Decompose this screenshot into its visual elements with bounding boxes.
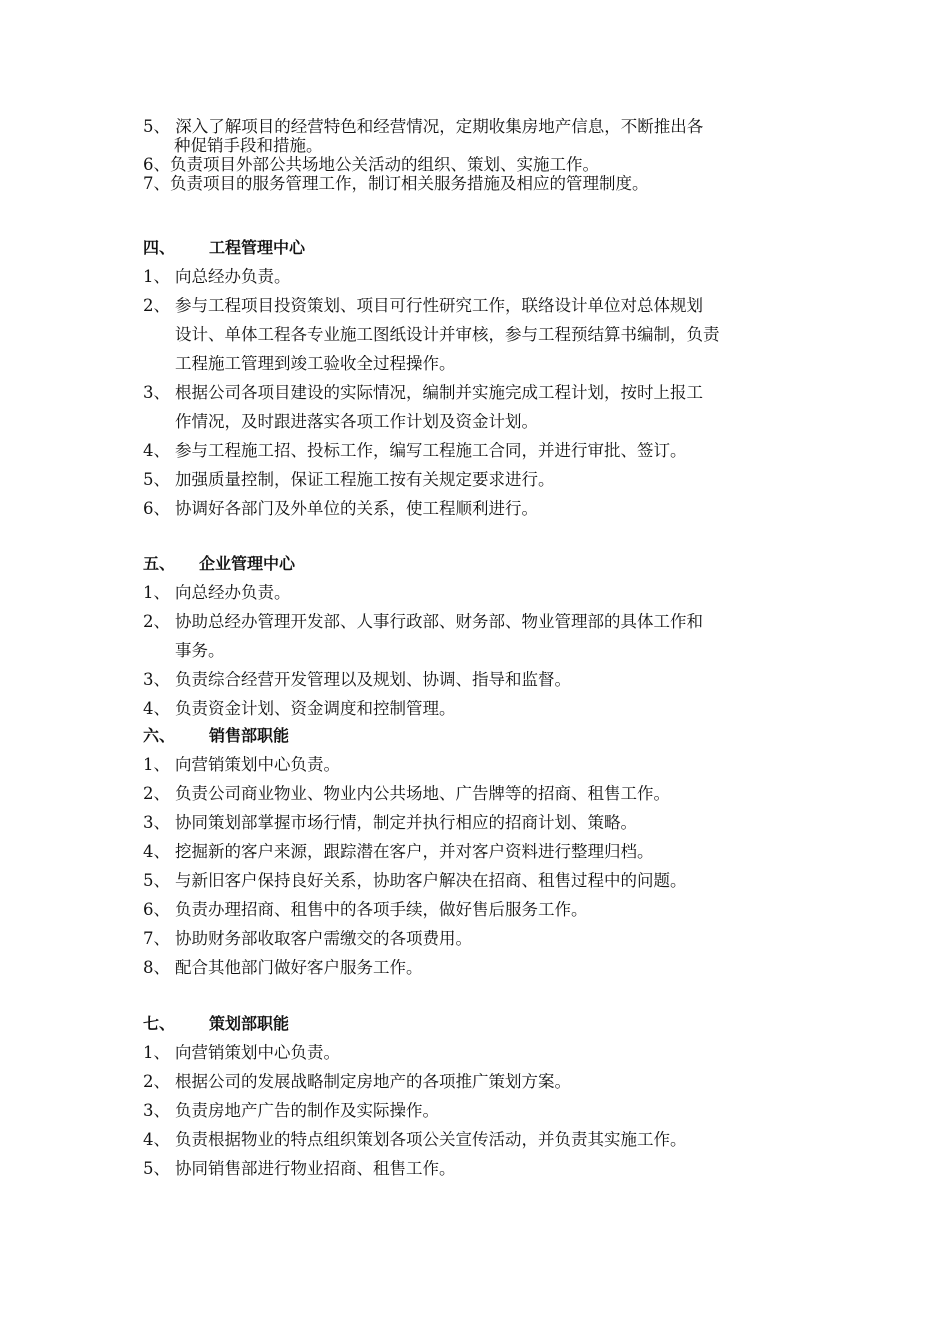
item-text: 加强质量控制，保证工程施工按有关规定要求进行。 [175,470,555,489]
item-text: 深入了解项目的经营特色和经营情况，定期收集房地产信息，不断推出各 [170,117,704,136]
list-item [143,291,823,378]
section-number: 五、 [143,554,176,573]
item-number: 4、 [143,699,170,718]
list-item [143,866,823,895]
list-item [143,378,823,436]
item-text: 根据公司的发展战略制定房地产的各项推广策划方案。 [175,1072,571,1091]
item-number: 1、 [143,583,170,602]
list-item [143,1125,823,1154]
item-text: 负责办理招商、租售中的各项手续，做好售后服务工作。 [175,900,588,919]
list-item [143,694,823,723]
item-number: 2、 [143,1072,170,1091]
item-text: 向营销策划中心负责。 [175,755,340,774]
item-text: 负责项目外部公共场地公关活动的组织、策划、实施工作。 [170,155,599,174]
item-text: 协同销售部进行物业招商、租售工作。 [175,1159,456,1178]
section-enterprise [143,549,823,723]
item-text: 配合其他部门做好客户服务工作。 [175,958,423,977]
item-text: 负责房地产广告的制作及实际操作。 [175,1101,439,1120]
item-text: 负责项目的服务管理工作，制订相关服务措施及相应的管理制度。 [170,174,649,193]
item-number: 7、 [143,929,170,948]
list-item [143,665,823,694]
list-item [143,155,823,174]
item-number: 1、 [143,267,170,286]
item-number: 3、 [143,813,170,832]
item-text-cont: 工程施工管理到竣工验收全过程操作。 [175,354,456,373]
list-item [143,924,823,953]
item-number: 5、 [143,1159,170,1178]
item-text-cont: 设计、单体工程各专业施工图纸设计并审核，参与工程预结算书编制，负责 [175,325,720,344]
item-number: 6、 [143,499,170,518]
section-heading [143,1009,823,1038]
list-item [143,1154,823,1183]
list-item [143,1096,823,1125]
list-item [143,494,823,523]
list-item [143,837,823,866]
list-item [143,174,823,193]
section-number: 七、 [143,1014,176,1033]
item-text-cont: 事务。 [175,641,225,660]
list-item [143,465,823,494]
section-planning [143,1009,823,1183]
list-item [143,578,823,607]
item-text-cont: 作情况，及时跟进落实各项工作计划及资金计划。 [175,412,538,431]
intro-list [143,117,823,193]
item-number: 8、 [143,958,170,977]
item-text: 与新旧客户保持良好关系，协助客户解决在招商、租售过程中的问题。 [175,871,687,890]
list-item [143,117,823,155]
item-text: 协调好各部门及外单位的关系，使工程顺利进行。 [175,499,538,518]
section-title: 销售部职能 [209,726,290,745]
item-text: 根据公司各项目建设的实际情况，编制并实施完成工程计划，按时上报工 [175,383,703,402]
item-number: 6、 [143,900,170,919]
item-number: 5、 [143,470,170,489]
item-text: 参与工程项目投资策划、项目可行性研究工作，联络设计单位对总体规划 [175,296,703,315]
list-item [143,895,823,924]
item-number: 3、 [143,670,170,689]
section-number: 四、 [143,238,176,257]
item-number: 7、 [143,174,170,193]
item-text: 挖掘新的客户来源，跟踪潜在客户，并对客户资料进行整理归档。 [175,842,654,861]
item-number: 5、 [143,117,170,136]
section-title: 工程管理中心 [209,238,306,257]
item-text: 协助财务部收取客户需缴交的各项费用。 [175,929,472,948]
list-item [143,953,823,982]
section-engineering [143,233,823,523]
item-text-cont: 种促销手段和措施。 [174,136,323,155]
item-number: 4、 [143,441,170,460]
item-number: 1、 [143,755,170,774]
list-item [143,436,823,465]
item-number: 3、 [143,383,170,402]
section-number: 六、 [143,726,176,745]
list-item [143,607,823,665]
section-heading [143,549,823,578]
item-text: 负责综合经营开发管理以及规划、协调、指导和监督。 [175,670,571,689]
item-number: 2、 [143,612,170,631]
section-sales [143,721,823,982]
section-heading [143,233,823,262]
list-item [143,262,823,291]
item-text: 向总经办负责。 [175,267,291,286]
item-number: 6、 [143,155,170,174]
item-number: 1、 [143,1043,170,1062]
list-item [143,750,823,779]
item-number: 4、 [143,1130,170,1149]
list-item [143,1067,823,1096]
item-text: 协同策划部掌握市场行情，制定并执行相应的招商计划、策略。 [175,813,637,832]
section-title: 企业管理中心 [199,554,296,573]
item-text: 向营销策划中心负责。 [175,1043,340,1062]
item-number: 2、 [143,784,170,803]
item-text: 负责根据物业的特点组织策划各项公关宣传活动，并负责其实施工作。 [175,1130,687,1149]
item-text: 负责公司商业物业、物业内公共场地、广告牌等的招商、租售工作。 [175,784,670,803]
list-item [143,779,823,808]
list-item [143,808,823,837]
item-text: 向总经办负责。 [175,583,291,602]
item-number: 3、 [143,1101,170,1120]
item-text: 负责资金计划、资金调度和控制管理。 [175,699,456,718]
item-number: 5、 [143,871,170,890]
item-text: 协助总经办管理开发部、人事行政部、财务部、物业管理部的具体工作和 [175,612,703,631]
item-text: 参与工程施工招、投标工作，编写工程施工合同，并进行审批、签订。 [175,441,687,460]
item-number: 4、 [143,842,170,861]
list-item [143,1038,823,1067]
section-title: 策划部职能 [209,1014,290,1033]
item-number: 2、 [143,296,170,315]
section-heading [143,721,823,750]
